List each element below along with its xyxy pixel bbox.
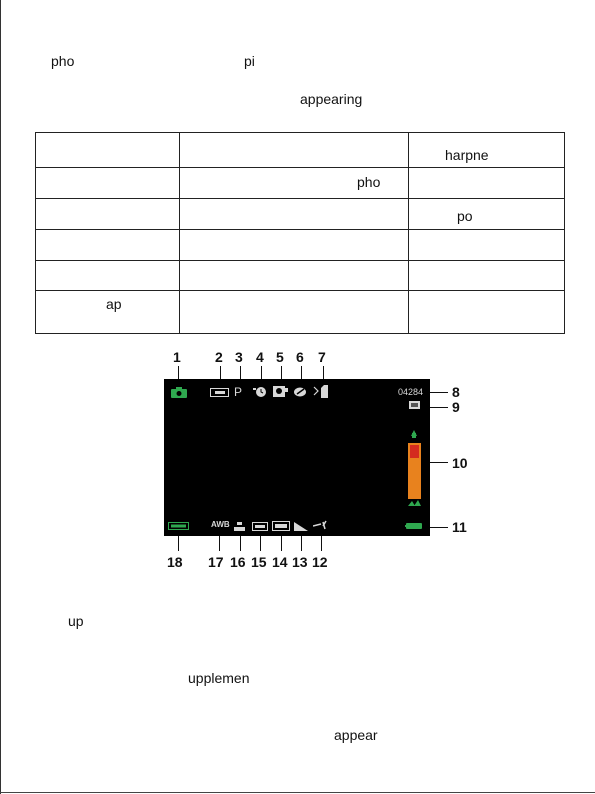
table-cell	[409, 230, 565, 261]
scene-mode-icon	[168, 522, 189, 530]
text-fragment: upplemen	[188, 670, 250, 686]
table-cell	[409, 291, 565, 334]
shots-remaining-counter: 04284	[398, 387, 424, 397]
callout-number: 16	[230, 554, 246, 570]
page-left-border	[0, 0, 1, 794]
table-cell	[180, 199, 409, 230]
table-cell	[36, 230, 180, 261]
table-row	[36, 199, 565, 230]
resolution-icon	[210, 388, 229, 397]
callout-number: 12	[312, 554, 328, 570]
table-cell	[36, 199, 180, 230]
table-cell	[180, 261, 409, 291]
callout-number: 15	[251, 554, 267, 570]
settings-table	[35, 132, 565, 334]
face-detection-icon	[273, 386, 289, 398]
program-mode-indicator: P	[234, 385, 243, 399]
callout-number: 10	[452, 455, 468, 471]
leader-line	[428, 407, 448, 408]
text-fragment: pho	[51, 53, 75, 69]
table-cell	[409, 261, 565, 291]
callout-number: 4	[256, 349, 264, 365]
table-cell	[36, 261, 180, 291]
table-cell	[180, 230, 409, 261]
self-timer-icon	[253, 386, 267, 398]
callout-number: 7	[318, 349, 326, 365]
page-bottom-border	[0, 792, 595, 793]
flash-icon	[313, 385, 329, 398]
table-cell	[36, 168, 180, 199]
table-row	[36, 133, 565, 168]
table-row	[36, 261, 565, 291]
callout-number: 9	[452, 399, 460, 415]
table-row	[36, 230, 565, 261]
callout-number: 13	[292, 554, 308, 570]
callout-number: 8	[452, 384, 460, 400]
table-cell	[409, 168, 565, 199]
memory-card-icon	[409, 401, 420, 409]
table-cell: ap	[36, 291, 180, 334]
table-cell	[36, 133, 180, 168]
sharpness-icon	[294, 522, 308, 531]
callout-number: 18	[167, 554, 183, 570]
battery-icon	[405, 523, 422, 529]
exposure-compensation-icon	[252, 522, 268, 531]
zoom-bar-icon	[406, 430, 426, 507]
text-fragment: pi	[244, 53, 255, 69]
metering-icon	[272, 521, 290, 531]
callout-number: 11	[452, 519, 467, 535]
text-fragment: appear	[334, 727, 378, 743]
quality-icon	[313, 520, 328, 531]
table-row	[36, 291, 565, 334]
lcd-screen	[164, 379, 430, 536]
table-row	[36, 168, 565, 199]
callout-number: 6	[296, 349, 304, 365]
leader-line	[428, 392, 448, 393]
leader-line	[428, 527, 448, 528]
text-fragment: up	[68, 613, 84, 629]
text-fragment: appearing	[300, 91, 363, 107]
table-cell: pho	[180, 168, 409, 199]
table-cell: harpne	[409, 133, 565, 168]
callout-number: 17	[208, 554, 224, 570]
anti-shake-icon	[294, 387, 308, 397]
white-balance-indicator: AWB	[211, 520, 230, 529]
table-cell: po	[409, 199, 565, 230]
callout-number: 3	[235, 349, 243, 365]
callout-number: 2	[215, 349, 223, 365]
callout-number: 1	[173, 349, 181, 365]
callout-number: 14	[272, 554, 288, 570]
callout-number: 5	[276, 349, 284, 365]
iso-icon	[234, 522, 245, 531]
camera-mode-icon	[171, 387, 187, 398]
table-cell	[180, 291, 409, 334]
table-cell	[180, 133, 409, 168]
